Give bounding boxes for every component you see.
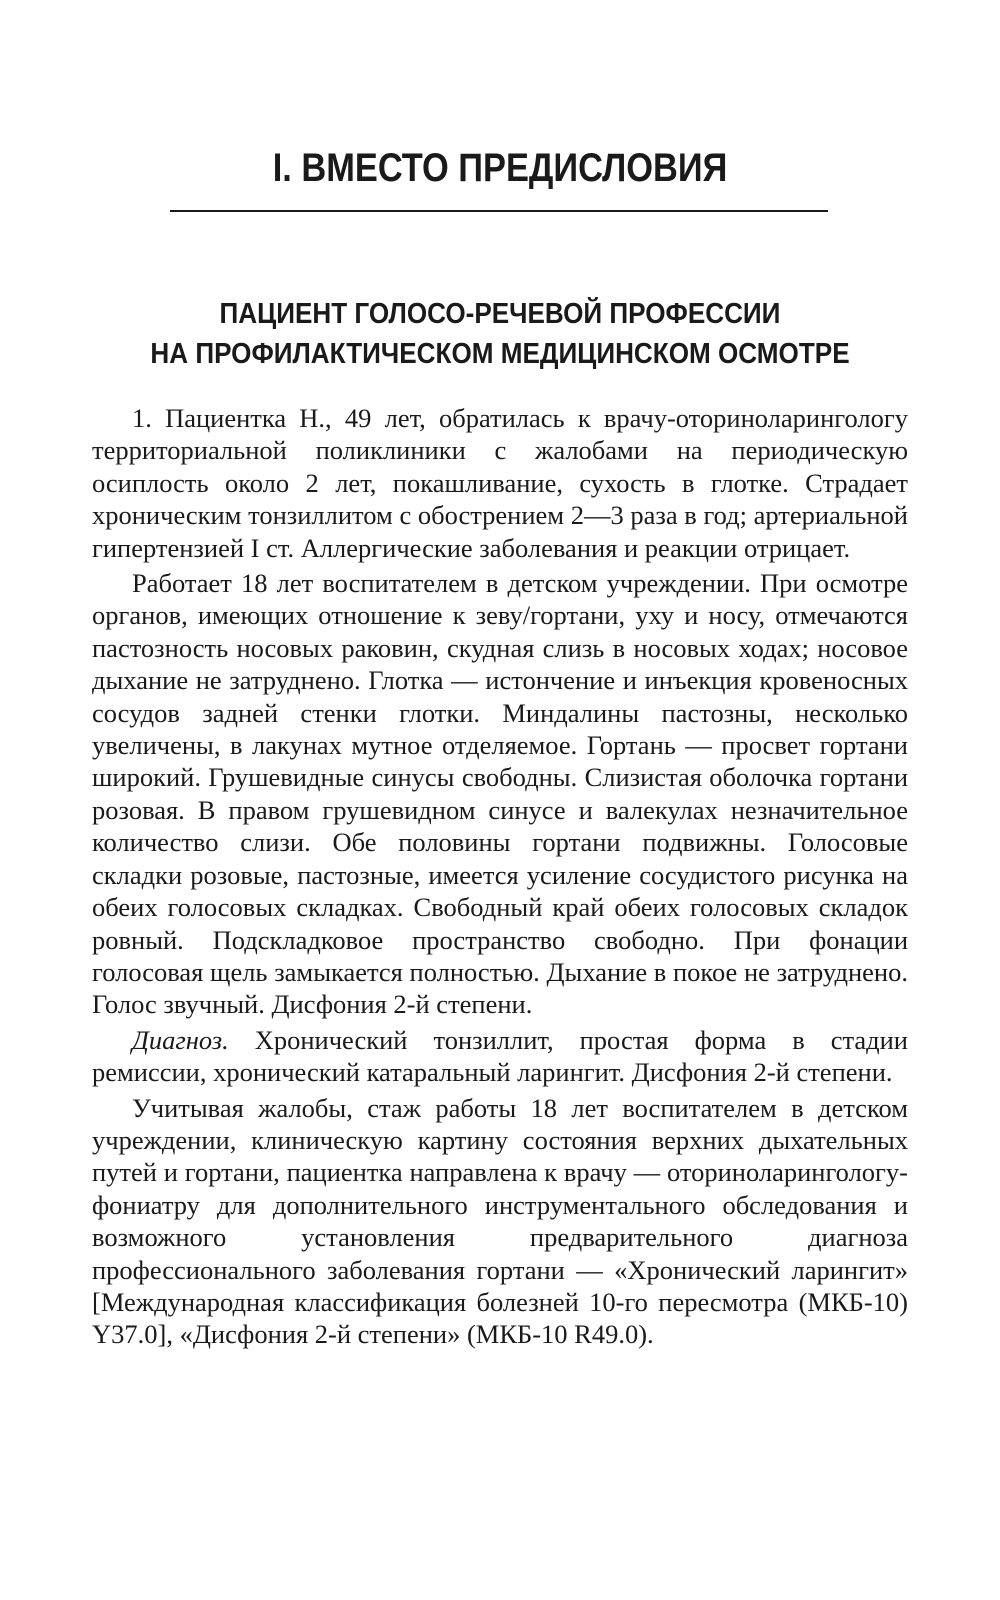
section-title [50, 294, 950, 374]
title-divider [170, 210, 828, 212]
chapter-title: I. ВМЕСТО ПРЕДИСЛОВИЯ [272, 146, 728, 190]
diagnosis-label: Диагноз. [132, 1024, 229, 1055]
paragraph-case-intro: 1. Пациентка Н., 49 лет, обратилась к врачу-оториноларингологу территориальной поликлиники с жалобами на периодическую осиплость около 2 лет, покашливание, сухость в глотке. Страдает хроническим тонзиллитом с обострением 2—3 раза в год; артериальной гипертензией I ст. Аллергические заболевания и реакции отрицает. [92, 403, 908, 563]
section-title-line-1: ПАЦИЕНТ ГОЛОСО-РЕЧЕВОЙ ПРОФЕССИИ [219, 298, 781, 330]
body-text [92, 402, 908, 1354]
paragraph-diagnosis [92, 1024, 908, 1089]
paragraph-referral: Учитывая жалобы, стаж работы 18 лет воспитателем в детском учреждении, клиническую картину состояния верхних дыхательных путей и гортани, пациентка направлена к врачу — оториноларингологу-фониатру для дополнительного инструментального обследования и возможного установления предварительного диагноза профессионального заболевания гортани — «Хронический ларингит» [Международная классификация болезней 10-го пересмотра (МКБ-10) Y37.0], «Дисфония 2-й степени» (МКБ-10 R49.0). [92, 1092, 908, 1350]
paragraph-examination: Работает 18 лет воспитателем в детском учреждении. При осмотре органов, имеющих отношение к зеву/гортани, уху и носу, отмечаются пастозность носовых раковин, скудная слизь в носовых ходах; носовое дыхание не затруднено. Глотка — истончение и инъекция кровеносных сосудов задней стенки глотки. Миндалины пастозны, несколько увеличены, в лакунах мутное отделяемое. Гортань — просвет гортани широкий. Грушевидные синусы свободны. Слизистая оболочка гортани розовая. В правом грушевидном синусе и валекулах незначительное количество слизи. Обе половины гортани подвижны. Голосовые складки розовые, пастозные, имеется усиление сосудистого рисунка на обеих голосовых складках. Свободный край обеих голосовых складок ровный. Подскладковое пространство свободно. При фонации голосовая щель замыкается полностью. Дыхание в покое не затруднено. Голос звучный. Дисфония 2-й степени. [92, 568, 908, 1020]
section-title-line-2: НА ПРОФИЛАКТИЧЕСКОМ МЕДИЦИНСКОМ ОСМОТРЕ [150, 338, 850, 370]
diagnosis-text: Хронический тонзиллит, простая форма в стадии ремиссии, хронический катаральный ларингит. Дисфония 2-й степени. [92, 1024, 908, 1088]
